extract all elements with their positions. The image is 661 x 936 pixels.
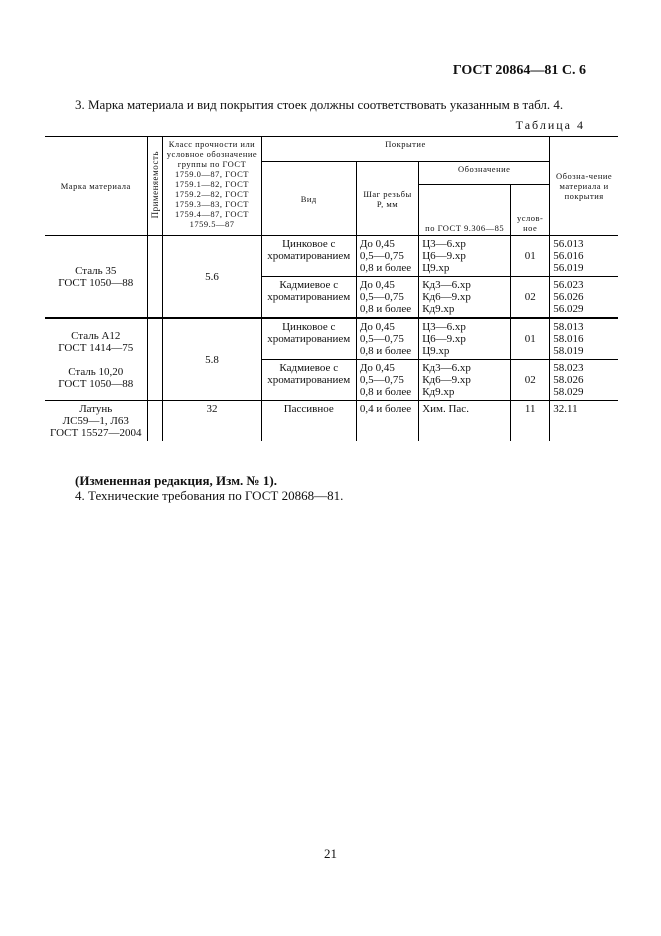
gost-cell: Кд3—6.хр Кд6—9.хр Кд9.хр bbox=[419, 360, 511, 401]
header-material-coating: Обозна-чение материала и покрытия bbox=[550, 137, 618, 236]
code-cell: 56.023 56.026 56.029 bbox=[550, 277, 618, 319]
header-pitch: Шаг резьбы P, мм bbox=[356, 162, 418, 236]
class-cell: 5.6 bbox=[163, 236, 261, 319]
header-kind: Вид bbox=[261, 162, 356, 236]
gost-cell: Хим. Пас. bbox=[419, 401, 511, 442]
material-cell: Латунь ЛС59—1, Л63 ГОСТ 15527—2004 bbox=[45, 401, 147, 442]
table-row bbox=[45, 318, 618, 360]
pitch-cell: До 0,45 0,5—0,75 0,8 и более bbox=[356, 360, 418, 401]
cond-cell: 02 bbox=[511, 277, 550, 319]
cond-cell: 01 bbox=[511, 236, 550, 277]
code-cell: 58.023 58.026 58.029 bbox=[550, 360, 618, 401]
class-cell: 5.8 bbox=[163, 318, 261, 401]
kind-cell: Кадмиевое с хроматированием bbox=[261, 360, 356, 401]
kind-cell: Пассивное bbox=[261, 401, 356, 442]
gost-cell: Ц3—6.хр Ц6—9.хр Ц9.хр bbox=[419, 318, 511, 360]
kind-cell: Цинковое с хроматированием bbox=[261, 236, 356, 277]
table-caption: Таблица 4 bbox=[515, 118, 585, 132]
cond-cell: 02 bbox=[511, 360, 550, 401]
material-cell: Сталь 35 ГОСТ 1050—88 bbox=[45, 236, 147, 319]
code-cell: 32.11 bbox=[550, 401, 618, 442]
table-row bbox=[45, 236, 618, 277]
table-row bbox=[45, 401, 618, 442]
code-cell: 58.013 58.016 58.019 bbox=[550, 318, 618, 360]
page-header: ГОСТ 20864—81 С. 6 bbox=[452, 63, 586, 78]
paragraph-3: 3. Марка материала и вид покрытия стоек должны соответствовать указанным в табл. 4. bbox=[75, 97, 564, 112]
header-by-gost: по ГОСТ 9.306—85 bbox=[419, 185, 511, 236]
cond-cell: 11 bbox=[511, 401, 550, 442]
gost-cell: Ц3—6.хр Ц6—9.хр Ц9.хр bbox=[419, 236, 511, 277]
paragraph-4: 4. Технические требования по ГОСТ 20868—81. bbox=[75, 488, 344, 503]
pitch-cell: 0,4 и более bbox=[356, 401, 418, 442]
kind-cell: Кадмиевое с хроматированием bbox=[261, 277, 356, 319]
edition-note: (Измененная редакция, Изм. № 1). bbox=[75, 473, 277, 488]
material-cell: Сталь А12 ГОСТ 1414—75 Сталь 10,20 ГОСТ 1050—88 bbox=[45, 318, 147, 401]
pitch-cell: До 0,45 0,5—0,75 0,8 и более bbox=[356, 277, 418, 319]
class-cell: 32 bbox=[163, 401, 261, 442]
page-number: 21 bbox=[324, 846, 337, 861]
header-class: Класс прочности или условное обозначение группы по ГОСТ 1759.0—87, ГОСТ 1759.1—82, ГОСТ 1759.2—82, ГОСТ 1759.3—83, ГОСТ 1759.4—87, ГОСТ 1759.5—87 bbox=[163, 137, 261, 236]
cond-cell: 01 bbox=[511, 318, 550, 360]
header-applicability: Применяемость bbox=[147, 137, 163, 236]
code-cell: 56.013 56.016 56.019 bbox=[553, 238, 584, 274]
kind-cell: Цинковое с хроматированием bbox=[261, 318, 356, 360]
header-material: Марка материала bbox=[45, 137, 147, 236]
gost-cell: Кд3—6.хр Кд6—9.хр Кд9.хр bbox=[419, 277, 511, 319]
header-coating: Покрытие bbox=[261, 137, 550, 162]
header-designation: Обозначение bbox=[419, 162, 550, 185]
header-conditional: услов-ное bbox=[511, 185, 550, 236]
pitch-cell: До 0,45 0,5—0,75 0,8 и более bbox=[356, 318, 418, 360]
pitch-cell: До 0,45 0,5—0,75 0,8 и более bbox=[356, 236, 418, 277]
table-4 bbox=[45, 136, 618, 441]
